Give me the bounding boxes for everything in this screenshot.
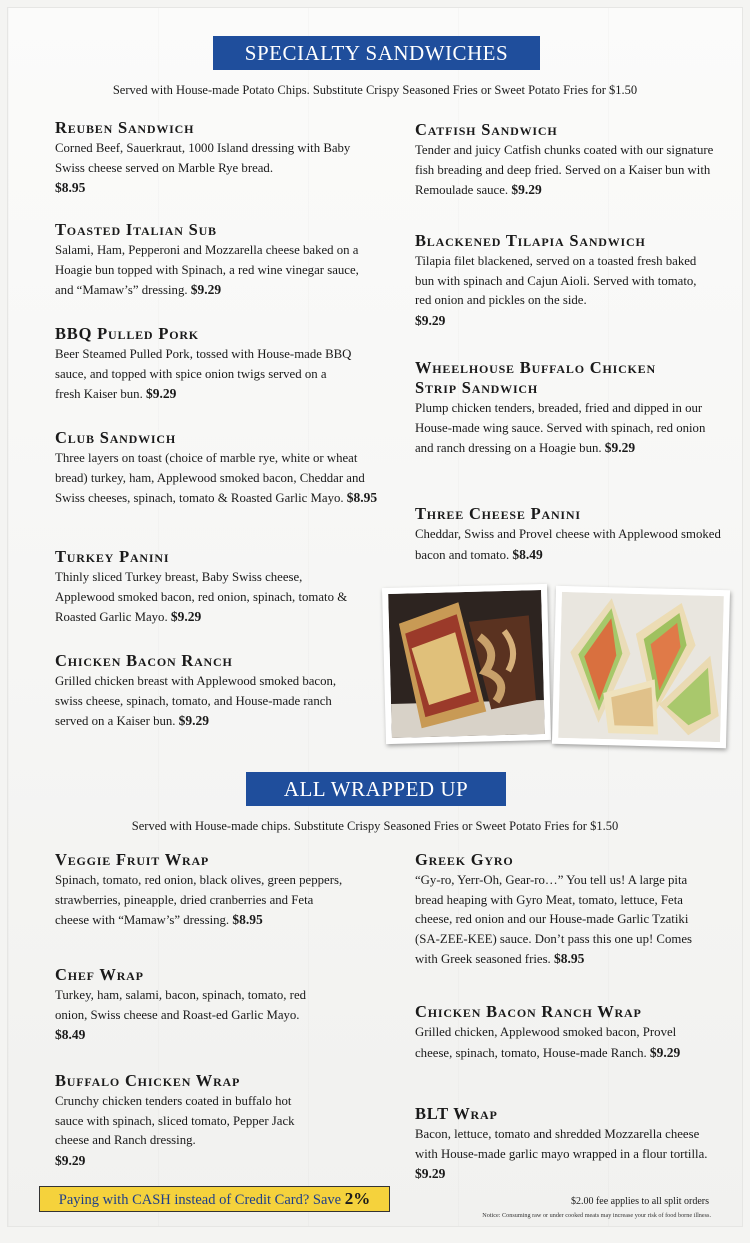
item-price: $9.29	[190, 282, 222, 297]
item-desc: Three layers on toast (choice of marble rye, white or wheat bread) turkey, ham, Applewood smoked bacon, Cheddar and Swiss cheeses, spinach, tomato & Roasted Garlic Mayo. $8.95	[55, 451, 378, 505]
item-name: Wheelhouse Buffalo Chicken Strip Sandwich	[415, 358, 656, 397]
item-desc: “Gy-ro, Yerr-Oh, Gear-ro…” You tell us! A large pita bread heaping with Gyro Meat, tomato, lettuce, Feta cheese, red onion and our House-made Garlic Tzatiki (SA-ZEE-KEE) sauce. Don’t pass this one up! Comes with Greek seasoned fries. $8.95	[415, 873, 692, 966]
item-price: $8.95	[232, 912, 263, 927]
food-safety-notice: Notice: Consuming raw or under cooked meats may increase your risk of food borne illness.	[482, 1212, 711, 1219]
item-desc: Salami, Ham, Pepperoni and Mozzarella cheese baked on a Hoagie bun topped with Spinach, a red wine vinegar sauce, and “Mamaw’s” dressing. $9.29	[55, 243, 359, 297]
item-name: Club Sandwich	[55, 428, 176, 447]
item-price: $9.29	[511, 182, 542, 197]
cash-discount-banner: Paying with CASH instead of Credit Card? Save 2%	[39, 1186, 390, 1212]
item-name: Chicken Bacon Ranch	[55, 651, 233, 670]
menu-item	[55, 1071, 320, 1171]
item-name: Chef Wrap	[55, 965, 144, 984]
menu-item	[55, 651, 365, 732]
item-desc: Cheddar, Swiss and Provel cheese with Applewood smoked bacon and tomato. $8.49	[415, 527, 721, 562]
item-name: Greek Gyro	[415, 850, 514, 869]
wraps-banner: ALL WRAPPED UP	[246, 772, 506, 806]
cash-discount-percent: 2%	[344, 1189, 371, 1208]
item-name: Turkey Panini	[55, 547, 170, 566]
item-price: $8.95	[553, 951, 585, 966]
item-desc: Thinly sliced Turkey breast, Baby Swiss cheese, Applewood smoked bacon, red onion, spinach, tomato & Roasted Garlic Mayo. $9.29	[55, 570, 348, 624]
item-name: BLT Wrap	[415, 1104, 498, 1123]
item-name: Three Cheese Panini	[415, 504, 581, 523]
item-desc: Grilled chicken, Applewood smoked bacon, Provel cheese, spinach, tomato, House-made Ranch. $9.29	[415, 1025, 681, 1060]
item-price: $9.29	[170, 609, 202, 624]
sandwiches-subtitle: Served with House-made Potato Chips. Substitute Crispy Seasoned Fries or Sweet Potato Fries for $1.50	[112, 83, 638, 97]
item-name: Catfish Sandwich	[415, 120, 558, 139]
item-price: $9.29	[145, 386, 177, 401]
menu-item	[415, 1104, 710, 1185]
item-price: $9.29	[604, 440, 636, 455]
item-price: $9.29	[415, 1166, 446, 1181]
menu-item	[415, 850, 700, 970]
sandwich-photo	[382, 584, 551, 744]
item-name: BBQ Pulled Pork	[55, 324, 199, 343]
sandwiches-banner: SPECIALTY SANDWICHES	[213, 36, 540, 70]
menu-item	[55, 850, 345, 931]
menu-item	[55, 965, 320, 1046]
menu-item	[415, 120, 715, 201]
menu-item	[55, 428, 380, 509]
menu-item	[55, 118, 365, 199]
menu-item	[55, 220, 370, 301]
item-desc: Beer Steamed Pulled Pork, tossed with House-made BBQ sauce, and topped with spice onion twigs served on a fresh Kaiser bun. $9.29	[55, 347, 352, 401]
item-price: $9.29	[55, 1152, 86, 1168]
item-desc: Corned Beef, Sauerkraut, 1000 Island dressing with Baby Swiss cheese served on Marble Rye bread. $8.95	[55, 141, 351, 195]
item-price: $8.95	[55, 180, 86, 195]
item-name: Chicken Bacon Ranch Wrap	[415, 1002, 642, 1021]
item-name: Reuben Sandwich	[55, 118, 195, 137]
item-price: $8.49	[512, 546, 543, 562]
item-desc: Turkey, ham, salami, bacon, spinach, tomato, red onion, Swiss cheese and Roast-ed Garlic Mayo. $8.49	[55, 988, 307, 1042]
menu-item	[55, 324, 355, 405]
item-desc: Tender and juicy Catfish chunks coated with our signature fish breading and deep fried. Served on a Kaiser bun with Remoulade sauce. $9.29	[415, 143, 714, 197]
menu-item	[415, 231, 710, 331]
item-desc: Spinach, tomato, red onion, black olives, green peppers, strawberries, pineapple, dried cranberries and Feta cheese with “Mamaw’s” dressing. $8.95	[55, 873, 343, 927]
item-desc: Grilled chicken breast with Applewood smoked bacon, swiss cheese, spinach, tomato, and House-made ranch served on a Kaiser bun. $9.29	[55, 674, 337, 728]
item-desc: Plump chicken tenders, breaded, fried and dipped in our House-made wing sauce. Served with spinach, red onion and ranch dressing on a Hoagie bun. $9.29	[415, 401, 706, 455]
item-price: $8.95	[346, 490, 378, 505]
item-name: Buffalo Chicken Wrap	[55, 1071, 241, 1090]
item-desc: Bacon, lettuce, tomato and shredded Mozzarella cheese with House-made garlic mayo wrapped in a flour tortilla. $9.29	[415, 1127, 708, 1181]
item-name: Toasted Italian Sub	[55, 220, 217, 239]
item-price: $8.49	[55, 1027, 86, 1042]
split-order-fee: $2.00 fee applies to all split orders	[570, 1196, 709, 1207]
item-desc: Tilapia filet blackened, served on a toasted fresh baked bun with spinach and Cajun Aioli. Served with tomato, red onion and pickles on the side. $9.29	[415, 254, 697, 328]
item-desc: Crunchy chicken tenders coated in buffalo hot sauce with spinach, sliced tomato, Pepper Jack cheese and Ranch dressing. $9.29	[55, 1094, 295, 1168]
menu-page	[8, 8, 742, 1226]
menu-item	[415, 1002, 705, 1063]
item-price: $9.29	[649, 1044, 681, 1060]
menu-item	[415, 504, 725, 565]
item-name: Blackened Tilapia Sandwich	[415, 231, 646, 250]
item-price: $9.29	[415, 312, 446, 328]
sandwich-photo	[552, 586, 730, 749]
menu-item	[415, 358, 715, 459]
item-price: $9.29	[178, 713, 210, 728]
menu-item	[55, 547, 360, 628]
item-name: Veggie Fruit Wrap	[55, 850, 210, 869]
wraps-subtitle: Served with House-made chips. Substitute Crispy Seasoned Fries or Sweet Potato Fries for $1.50	[131, 819, 619, 833]
